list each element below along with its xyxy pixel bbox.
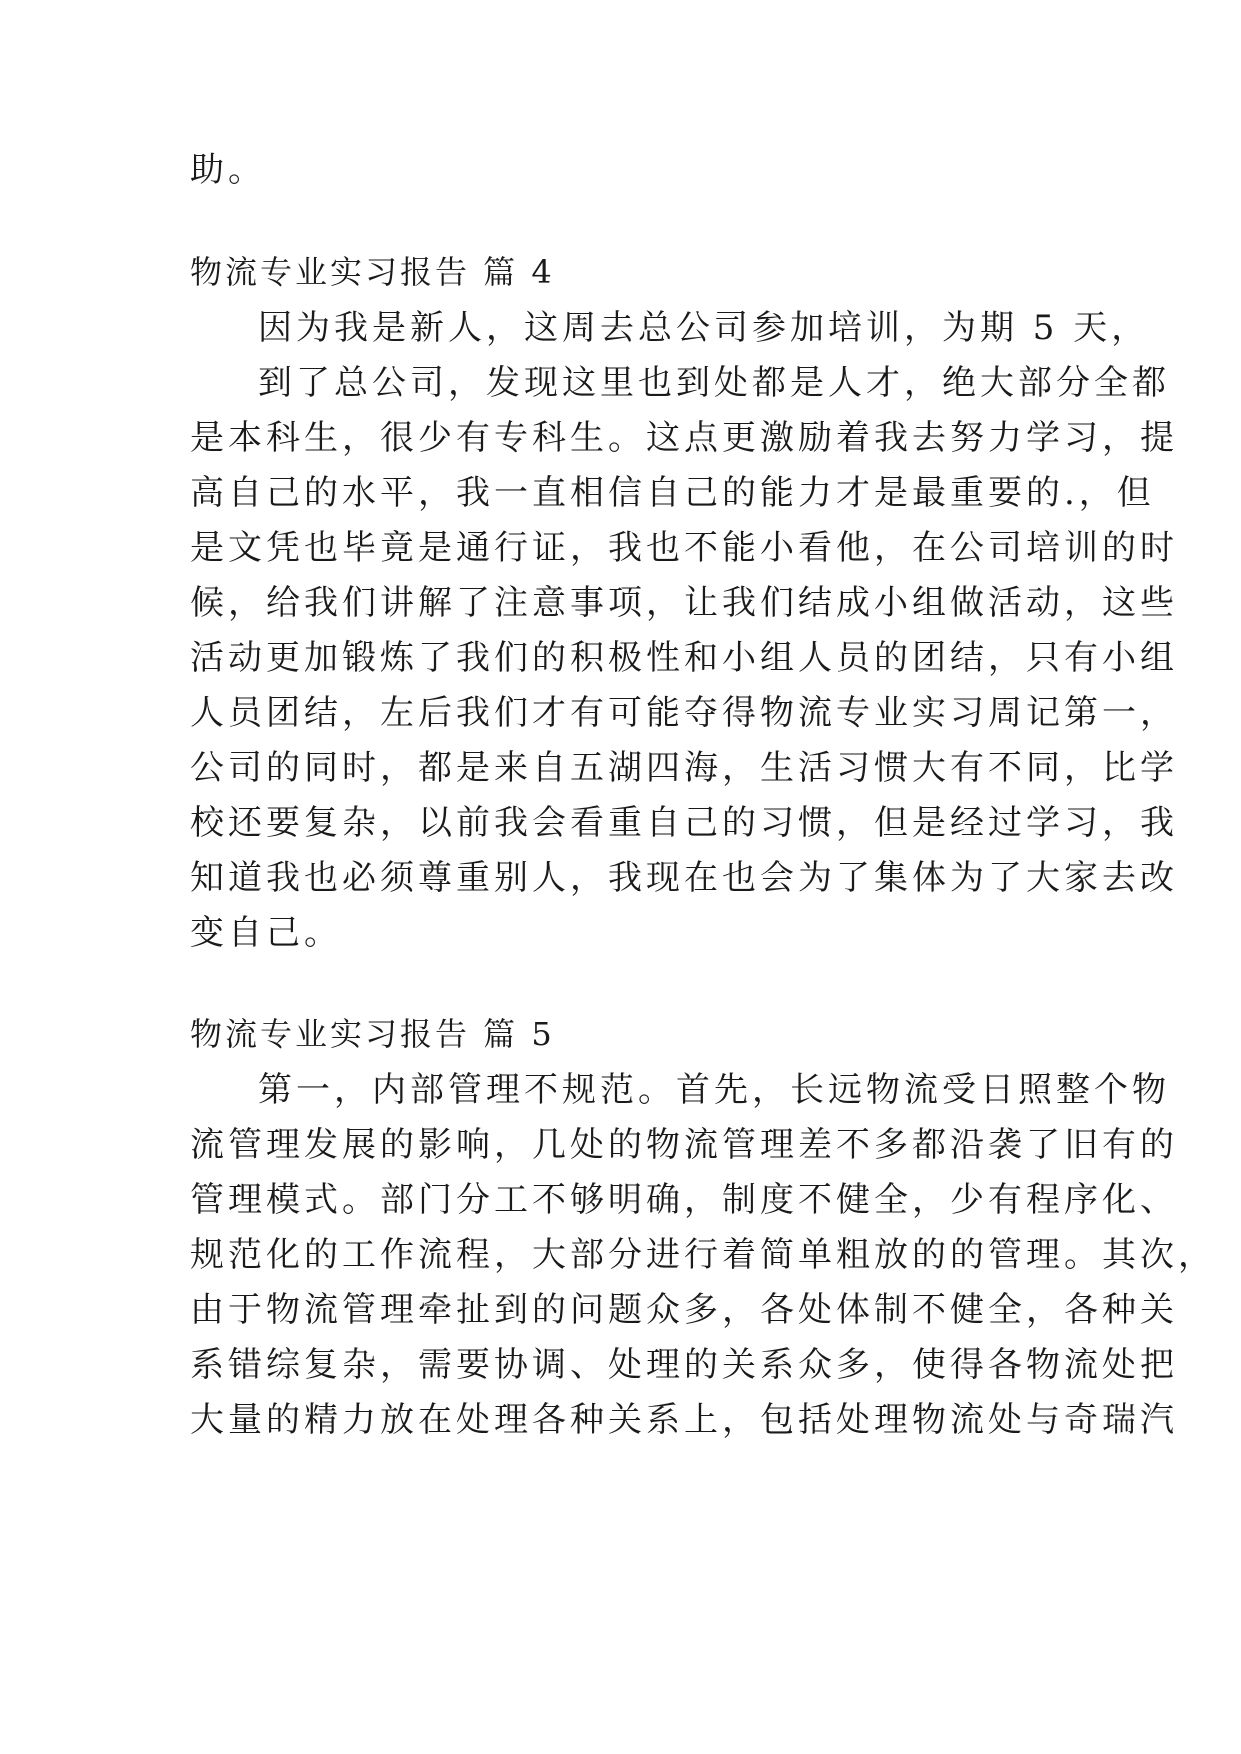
paragraph-line: 大量的精力放在处理各种关系上，包括处理物流处与奇瑞汽 — [190, 1400, 1178, 1440]
paragraph-line: 校还要复杂，以前我会看重自己的习惯，但是经过学习，我 — [190, 803, 1178, 843]
section-heading-4: 物流专业实习报告 篇 4 — [190, 253, 555, 291]
section-heading-5: 物流专业实习报告 篇 5 — [190, 1015, 555, 1053]
paragraph-line: 候，给我们讲解了注意事项，让我们结成小组做活动，这些 — [190, 583, 1178, 623]
paragraph-line: 第一，内部管理不规范。首先，长远物流受日照整个物 — [258, 1070, 1170, 1110]
paragraph-line: 公司的同时，都是来自五湖四海，生活习惯大有不同，比学 — [190, 748, 1178, 788]
paragraph-line: 人员团结，左后我们才有可能夺得物流专业实习周记第一， — [190, 693, 1178, 733]
paragraph-line: 由于物流管理牵扯到的问题众多，各处体制不健全，各种关 — [190, 1290, 1178, 1330]
paragraph-line: 知道我也必须尊重别人，我现在也会为了集体为了大家去改 — [190, 858, 1178, 898]
paragraph-line: 是本科生，很少有专科生。这点更激励着我去努力学习，提 — [190, 418, 1178, 458]
paragraph-line: 因为我是新人，这周去总公司参加培训，为期 5 天， — [258, 308, 1150, 348]
continuation-line: 助。 — [190, 150, 266, 190]
paragraph-line: 规范化的工作流程，大部分进行着简单粗放的的管理。其次， — [190, 1235, 1216, 1275]
paragraph-line: 到了总公司，发现这里也到处都是人才，绝大部分全都 — [258, 363, 1170, 403]
paragraph-line: 是文凭也毕竟是通行证，我也不能小看他，在公司培训的时 — [190, 528, 1178, 568]
paragraph-line: 流管理发展的影响，几处的物流管理差不多都沿袭了旧有的 — [190, 1125, 1178, 1165]
paragraph-line: 变自己。 — [190, 913, 342, 953]
paragraph-line: 系错综复杂，需要协调、处理的关系众多，使得各物流处把 — [190, 1345, 1178, 1385]
paragraph-line: 活动更加锻炼了我们的积极性和小组人员的团结，只有小组 — [190, 638, 1178, 678]
paragraph-line: 管理模式。部门分工不够明确，制度不健全，少有程序化、 — [190, 1180, 1178, 1220]
paragraph-line: 高自己的水平，我一直相信自己的能力才是最重要的.，但 — [190, 473, 1155, 513]
